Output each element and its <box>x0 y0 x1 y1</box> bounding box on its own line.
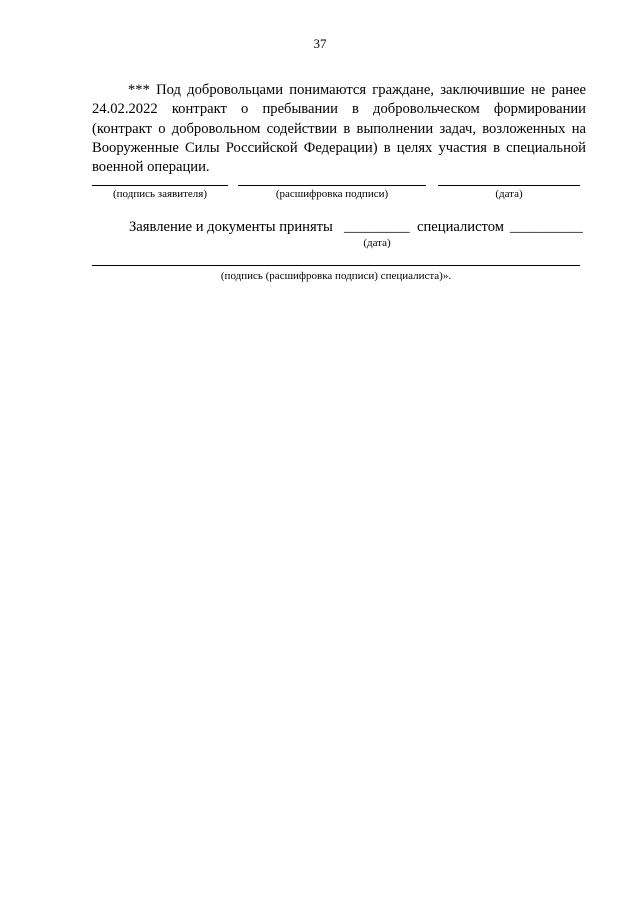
acceptance-prefix: Заявление и документы приняты <box>129 219 333 235</box>
applicant-date-line <box>438 185 580 186</box>
signature-decoding-line <box>238 185 426 186</box>
page-number: 37 <box>313 36 327 51</box>
footnote-paragraph: *** Под добровольцами понимаются граждане, заключившие не ранее 24.02.2022 контракт о пребывании в добровольческом формировании (контракт о добровольном содействии в выполнении задач, возложенных на Вооруженные Силы Российской Федерации) в целях участия в специальной военной операции. <box>92 82 586 176</box>
specialist-signature-caption: (подпись (расшифровка подписи) специалиста)». <box>220 270 452 282</box>
acceptance-date-blank: _________ <box>344 219 410 235</box>
applicant-signature-line <box>92 185 228 186</box>
acceptance-specialist-blank: __________ <box>510 219 583 235</box>
applicant-signature-caption: (подпись заявителя) <box>112 188 208 200</box>
specialist-signature-line <box>92 265 580 266</box>
acceptance-date-caption: (дата) <box>363 237 391 249</box>
acceptance-specialist-label: специалистом <box>417 219 504 235</box>
applicant-date-caption: (дата) <box>495 188 523 200</box>
signature-decoding-caption: (расшифровка подписи) <box>275 188 389 200</box>
